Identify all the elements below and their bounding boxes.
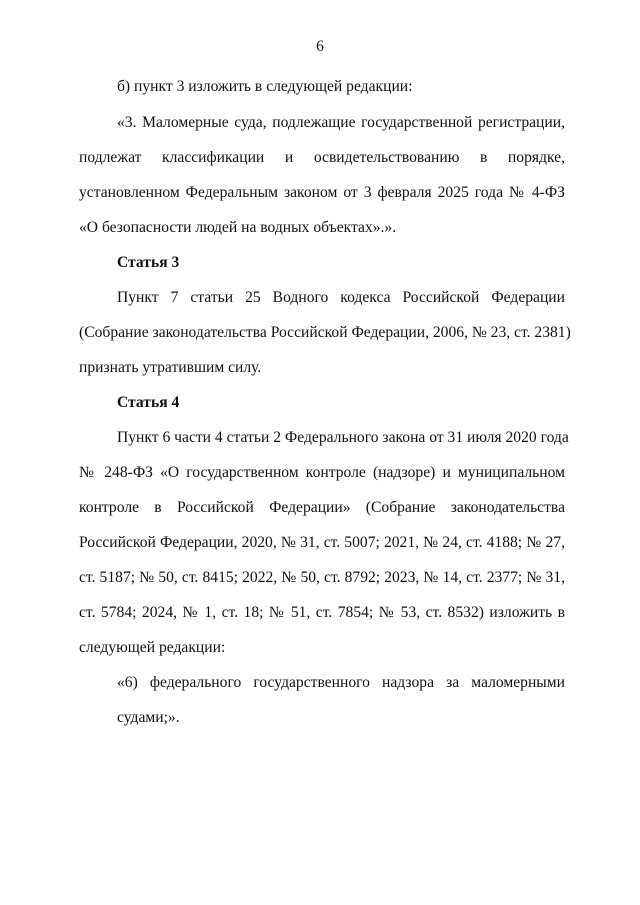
article-3-text: признать утратившим силу.	[79, 359, 262, 376]
article-4-text: Пункт 6 части 4 статьи 2 Федерального закона от 31 июля 2020 года	[117, 429, 569, 446]
article-4-text: следующей редакции:	[79, 639, 226, 656]
page-number: 6	[316, 38, 324, 55]
quoted-point-3-line: «О безопасности людей на водных объектах».».	[79, 219, 397, 236]
article-3-heading: Статья 3	[117, 254, 180, 271]
quoted-point-6-line: судами;».	[117, 709, 180, 726]
clause-b-intro: б) пункт 3 изложить в следующей редакции:	[117, 78, 413, 95]
article-3-text: (Собрание законодательства Российской Федерации, 2006, № 23, ст. 2381)	[79, 324, 571, 341]
quoted-point-3-line: установленном Федеральным законом от 3 февраля 2025 года № 4-ФЗ	[79, 184, 565, 201]
quoted-point-3-line: «3. Маломерные суда, подлежащие государственной регистрации,	[117, 114, 565, 131]
article-4-text: Российской Федерации, 2020, № 31, ст. 5007; 2021, № 24, ст. 4188; № 27,	[79, 534, 565, 551]
article-4-text: ст. 5187; № 50, ст. 8415; 2022, № 50, ст. 8792; 2023, № 14, ст. 2377; № 31,	[79, 569, 565, 586]
article-4-text: контроле в Российской Федерации» (Собрание законодательства	[79, 499, 565, 516]
article-3-text: Пункт 7 статьи 25 Водного кодекса Российской Федерации	[117, 289, 565, 306]
article-4-text: ст. 5784; 2024, № 1, ст. 18; № 51, ст. 7854; № 53, ст. 8532) изложить в	[79, 604, 565, 621]
article-4-text: № 248-ФЗ «О государственном контроле (надзоре) и муниципальном	[79, 464, 565, 481]
quoted-point-3-line: подлежат классификации и освидетельствованию в порядке,	[79, 149, 565, 166]
quoted-point-6-line: «6) федерального государственного надзора за маломерными	[117, 674, 565, 691]
article-4-heading: Статья 4	[117, 394, 180, 411]
